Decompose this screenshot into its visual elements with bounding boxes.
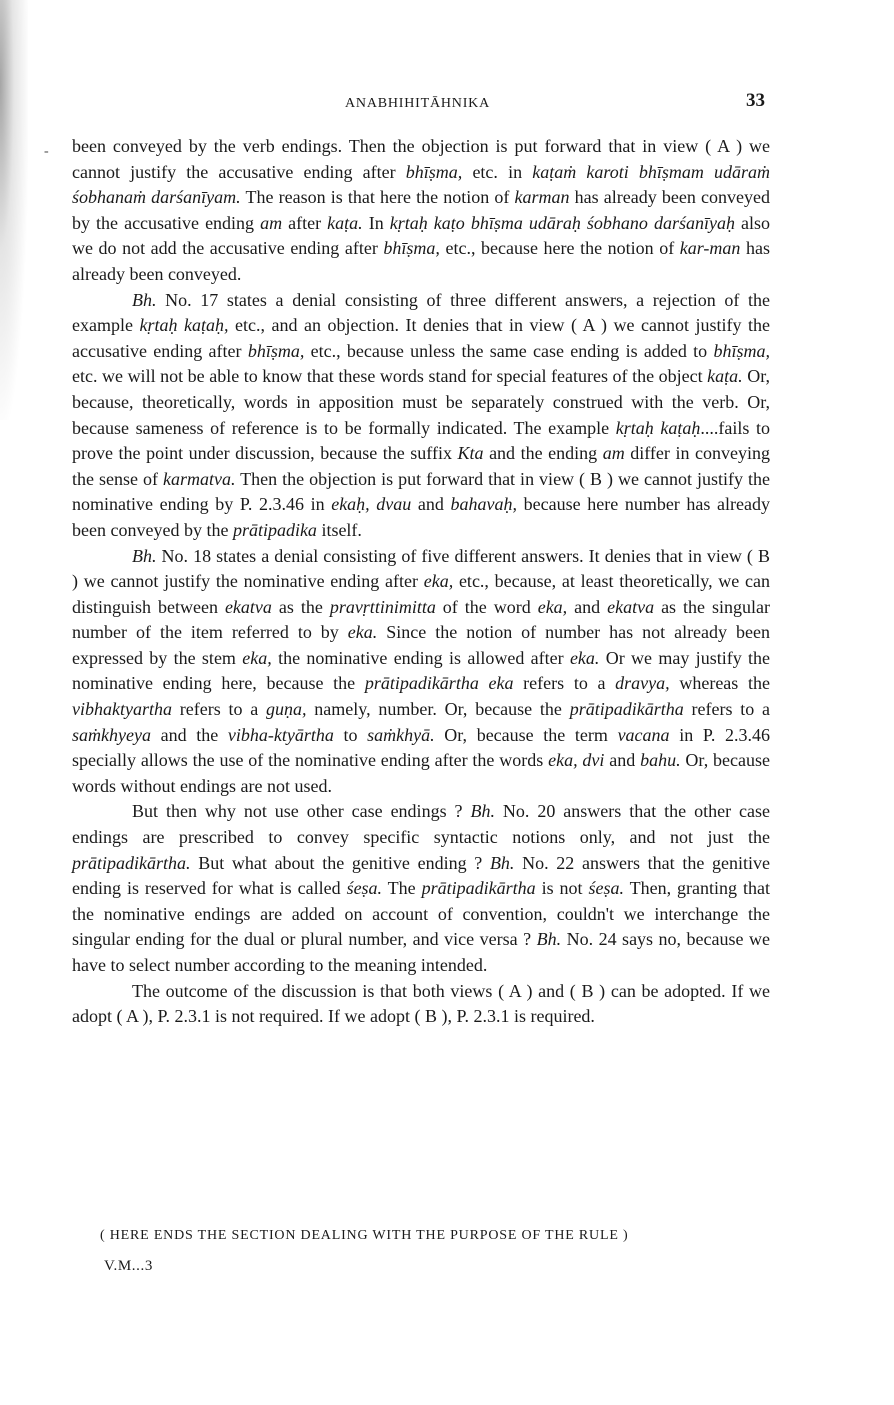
italic-term: prātipadikārtha: [569, 699, 684, 720]
text-run: of the word: [435, 596, 538, 617]
italic-term: pravṛttinimitta: [329, 596, 436, 617]
italic-term: prātipadikārtha: [421, 878, 536, 899]
text-run: refers to a: [171, 699, 267, 720]
text-run: the nominative ending is allowed after: [271, 647, 570, 668]
text-run: and the: [150, 724, 228, 745]
italic-term: kaṭa.: [327, 212, 363, 233]
paragraph: [72, 544, 770, 800]
italic-term: eka.: [347, 622, 378, 643]
text-run: namely, number. Or, because the: [306, 699, 570, 720]
italic-term: bahavaḥ,: [450, 494, 518, 515]
italic-term: prātipadikārtha eka: [364, 673, 514, 694]
italic-term: Bh.: [536, 929, 562, 950]
italic-term: dravya,: [615, 673, 670, 694]
italic-term: saṁkhyā.: [367, 724, 435, 745]
text-run: also we do not add the accusative ending after: [72, 212, 771, 259]
text-run: No. 17 states a denial consisting of three different answers, a rejection of the example: [72, 289, 770, 336]
text-run: in P. 2.3.46 specially allows the use of the nominative ending after the words: [72, 724, 770, 771]
text-run: No. 24 says no, because we have to select number according to the meaning intended.: [72, 929, 770, 975]
italic-term: eka,: [537, 596, 568, 617]
italic-term: bhīṣma,: [713, 340, 770, 361]
text-run: etc. in: [462, 161, 533, 182]
text-run: etc., because here the notion of: [439, 238, 680, 259]
italic-term: bhīṣma,: [247, 340, 305, 361]
margin-mark: -: [44, 144, 49, 159]
italic-term: am: [602, 443, 625, 464]
italic-term: Kta: [457, 443, 484, 464]
running-head: ANABHIHITĀHNIKA: [345, 96, 490, 111]
text-run: has already been conveyed by the accusative ending: [72, 187, 771, 233]
italic-term: kar-man: [679, 238, 741, 259]
text-run: Or, because the term: [434, 724, 618, 745]
text-run: refers to a: [683, 699, 770, 720]
italic-term: kaṭa.: [707, 366, 743, 387]
text-run: In: [362, 212, 390, 233]
italic-term: karmatva.: [162, 468, 236, 489]
text-run: to: [333, 724, 368, 745]
italic-term: prātipadika: [232, 519, 317, 540]
text-run: No. 22 answers that the genitive ending is reserved for what is called: [72, 852, 770, 899]
scan-edge-shadow: [0, 0, 28, 420]
paragraph: [72, 979, 770, 1030]
italic-term: eka, dvi: [548, 750, 605, 771]
italic-term: kṛtaḥ kaṭo bhīṣma udāraḥ śobhano darśanīyaḥ: [389, 212, 735, 233]
page-header: [70, 88, 770, 118]
text-run: and: [411, 494, 451, 515]
text-run: as the: [271, 596, 330, 617]
text-run: differ in conveying the sense of: [72, 443, 770, 489]
text-run: etc., because, at least theoretically, we can distinguish between: [72, 571, 770, 617]
text-run: etc., and an objection. It denies that in view ( A ) we cannot justify the accusative ending after: [72, 315, 770, 361]
text-run: etc., because unless the same case ending is added to: [304, 340, 714, 361]
text-run: whereas the: [669, 673, 770, 694]
text-run: because here number has already been conveyed by the: [72, 494, 770, 540]
text-run: has already been conveyed.: [72, 238, 770, 284]
text-run: is not: [535, 878, 589, 899]
text-run: But then why not use other case endings ?: [132, 801, 471, 822]
italic-term: saṁkhyeya: [72, 724, 151, 745]
text-run: Then the objection is put forward that in view ( B ) we cannot justify the nominative ending by P. 2.3.46 in: [72, 468, 770, 515]
text-run: No. 18 states a denial consisting of five different answers. It denies that in view ( B ) we cannot justify the nominative ending after: [72, 545, 770, 592]
text-run: and the ending: [483, 443, 603, 464]
text-run: The: [382, 878, 422, 899]
text-run: No. 20 answers that the other case endings are prescribed to convey specific syntactic notions only, and not just the: [72, 801, 770, 848]
italic-term: karman: [514, 187, 570, 208]
italic-term: Bh.: [489, 852, 515, 873]
text-run: But what about the genitive ending ?: [190, 852, 490, 873]
italic-term: vibhaktyartha: [72, 699, 172, 720]
text-run: The outcome of the discussion is that both views ( A ) and ( B ) can be adopted. If we adopt ( A ), P. 2.3.1 is not required. If we adopt ( B ), P. 2.3.1 is required.: [72, 980, 770, 1027]
italic-term: bhīṣma,: [383, 238, 440, 259]
italic-term: śeṣa.: [346, 878, 383, 899]
italic-term: kṛtaḥ kaṭaḥ: [615, 417, 701, 438]
italic-term: ekaḥ, dvau: [331, 494, 412, 515]
text-run: etc. we will not be able to know that these words stand for special features of the object: [72, 366, 708, 387]
text-run: Then, granting that the nominative endings are added on account of convention, couldn't we interchange the singular ending for the dual or plural number, and vice versa ?: [72, 878, 770, 950]
text-run: Or we may justify the nominative ending here, because the: [72, 647, 771, 694]
body-text: [72, 134, 770, 1030]
text-run: itself.: [316, 519, 362, 540]
paragraph: [72, 134, 770, 288]
italic-term: ekatva: [224, 596, 272, 617]
page-number: 33: [746, 90, 765, 111]
text-run: and: [604, 750, 641, 771]
italic-term: eka.: [569, 647, 600, 668]
italic-term: Bh.: [132, 289, 157, 310]
italic-term: Bh.: [132, 545, 157, 566]
text-run: refers to a: [513, 673, 616, 694]
text-run: Or, because, theoretically, words in apposition must be separately construed with the verb. Or, because sameness of reference is to be formally indicated. The example: [72, 366, 770, 438]
italic-term: guṇa,: [266, 699, 307, 720]
italic-term: bhīṣma,: [405, 161, 463, 182]
italic-term: kṛtaḥ kaṭaḥ,: [139, 315, 229, 336]
italic-term: śeṣa.: [588, 878, 624, 899]
italic-term: am: [260, 212, 283, 233]
italic-term: bahu.: [640, 750, 681, 771]
text-run: Since the notion of number has not already been expressed by the stem: [72, 622, 770, 668]
text-run: and: [567, 596, 608, 617]
paragraph: [72, 288, 770, 544]
italic-term: vibha-ktyārtha: [227, 724, 334, 745]
text-run: The reason is that here the notion of: [240, 187, 515, 208]
paragraph: [72, 799, 770, 978]
text-run: as the singular number of the item referred to by: [72, 596, 770, 643]
text-run: been conveyed by the verb endings. Then the objection is put forward that in view ( A ) we cannot justify the accusative ending after: [72, 136, 770, 182]
italic-term: ekatva: [607, 596, 655, 617]
italic-term: eka,: [242, 647, 272, 668]
text-run: ....fails to prove the point under discussion, because the suffix: [72, 417, 770, 464]
italic-term: prātipadikārtha.: [72, 852, 191, 873]
signature-mark: V.M...3: [104, 1258, 153, 1274]
italic-term: Bh.: [470, 801, 495, 822]
text-run: after: [282, 212, 328, 233]
text-run: Or, because words without endings are not used.: [72, 750, 771, 796]
italic-term: eka,: [423, 571, 454, 592]
section-end-note: ( HERE ENDS THE SECTION DEALING WITH THE PURPOSE OF THE RULE ): [100, 1228, 629, 1243]
italic-term: vacana: [617, 724, 670, 745]
italic-term: kaṭaṁ karoti bhīṣmam udāraṁ śobhanaṁ darśanīyam.: [72, 161, 771, 208]
